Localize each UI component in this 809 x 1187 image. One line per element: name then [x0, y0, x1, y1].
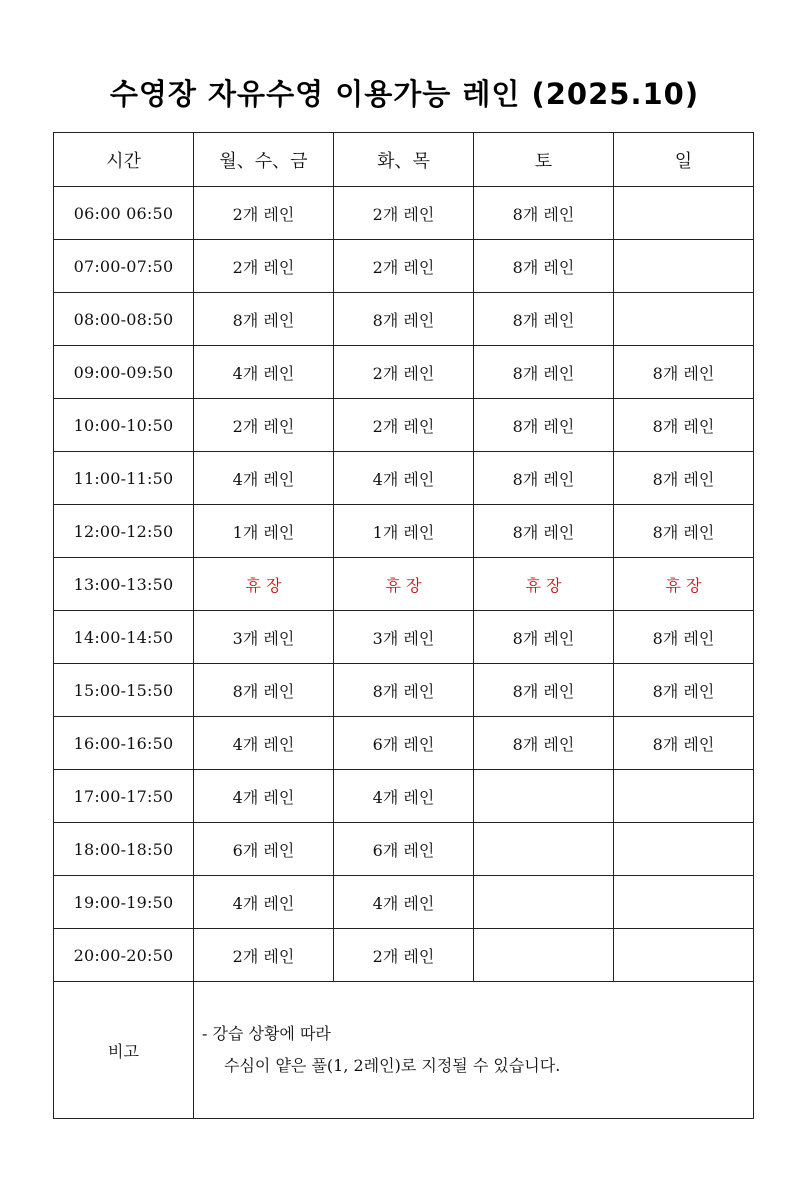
lane-cell-mon-wed-fri: 2개 레인	[194, 929, 334, 982]
table-row	[54, 717, 754, 770]
lane-cell-sat: 8개 레인	[474, 664, 614, 717]
time-cell: 18:00-18:50	[54, 823, 194, 876]
lane-cell-tue-thu: 6개 레인	[334, 717, 474, 770]
lane-cell-sun: 8개 레인	[614, 452, 754, 505]
lane-cell-mon-wed-fri: 4개 레인	[194, 876, 334, 929]
lane-cell-tue-thu: 1개 레인	[334, 505, 474, 558]
lane-schedule-table	[53, 132, 754, 1119]
lane-cell-mon-wed-fri: 4개 레인	[194, 770, 334, 823]
lane-cell-tue-thu: 4개 레인	[334, 770, 474, 823]
lane-cell-sun	[614, 823, 754, 876]
lane-cell-mon-wed-fri: 4개 레인	[194, 717, 334, 770]
lane-cell-sun: 8개 레인	[614, 611, 754, 664]
header-tue-thu: 화、목	[334, 133, 474, 187]
table-row	[54, 664, 754, 717]
lane-cell-tue-thu: 3개 레인	[334, 611, 474, 664]
table-body	[54, 187, 754, 982]
time-cell: 14:00-14:50	[54, 611, 194, 664]
time-cell: 17:00-17:50	[54, 770, 194, 823]
lane-cell-sun: 휴 장	[614, 558, 754, 611]
lane-cell-sat: 8개 레인	[474, 399, 614, 452]
lane-cell-tue-thu: 4개 레인	[334, 452, 474, 505]
lane-cell-sat: 8개 레인	[474, 611, 614, 664]
table-row	[54, 611, 754, 664]
table-row	[54, 399, 754, 452]
lane-cell-mon-wed-fri: 1개 레인	[194, 505, 334, 558]
lane-cell-sun	[614, 240, 754, 293]
lane-cell-mon-wed-fri: 4개 레인	[194, 452, 334, 505]
lane-cell-sun: 8개 레인	[614, 505, 754, 558]
lane-cell-sat: 8개 레인	[474, 452, 614, 505]
header-time: 시간	[54, 133, 194, 187]
lane-cell-mon-wed-fri: 3개 레인	[194, 611, 334, 664]
lane-cell-sat: 휴 장	[474, 558, 614, 611]
lane-cell-sat: 8개 레인	[474, 717, 614, 770]
time-cell: 11:00-11:50	[54, 452, 194, 505]
lane-cell-mon-wed-fri: 2개 레인	[194, 187, 334, 240]
table-row	[54, 876, 754, 929]
time-cell: 07:00-07:50	[54, 240, 194, 293]
lane-cell-sun	[614, 929, 754, 982]
lane-cell-sat: 8개 레인	[474, 505, 614, 558]
lane-cell-tue-thu: 2개 레인	[334, 399, 474, 452]
lane-cell-sun: 8개 레인	[614, 346, 754, 399]
lane-cell-tue-thu: 4개 레인	[334, 876, 474, 929]
time-cell: 09:00-09:50	[54, 346, 194, 399]
table-header-row	[54, 133, 754, 187]
lane-cell-sun	[614, 187, 754, 240]
note-line-1: - 강습 상황에 따라	[202, 1024, 331, 1043]
lane-cell-sun: 8개 레인	[614, 664, 754, 717]
time-cell: 15:00-15:50	[54, 664, 194, 717]
lane-cell-tue-thu: 2개 레인	[334, 187, 474, 240]
lane-cell-sun: 8개 레인	[614, 717, 754, 770]
time-cell: 06:00 06:50	[54, 187, 194, 240]
lane-cell-tue-thu: 2개 레인	[334, 346, 474, 399]
lane-cell-sat	[474, 770, 614, 823]
lane-cell-mon-wed-fri: 2개 레인	[194, 399, 334, 452]
page-title: 수영장 자유수영 이용가능 레인 (2025.10)	[109, 77, 700, 111]
lane-cell-sat: 8개 레인	[474, 240, 614, 293]
time-cell: 16:00-16:50	[54, 717, 194, 770]
time-cell: 08:00-08:50	[54, 293, 194, 346]
lane-cell-mon-wed-fri: 8개 레인	[194, 293, 334, 346]
table-row	[54, 452, 754, 505]
lane-cell-mon-wed-fri: 6개 레인	[194, 823, 334, 876]
table-row	[54, 293, 754, 346]
time-cell: 12:00-12:50	[54, 505, 194, 558]
time-cell: 10:00-10:50	[54, 399, 194, 452]
table-row	[54, 187, 754, 240]
notes-label: 비고	[54, 982, 194, 1119]
header-sat: 토	[474, 133, 614, 187]
table-row	[54, 558, 754, 611]
table-row	[54, 929, 754, 982]
lane-cell-tue-thu: 6개 레인	[334, 823, 474, 876]
lane-cell-tue-thu: 2개 레인	[334, 240, 474, 293]
lane-cell-sun: 8개 레인	[614, 399, 754, 452]
table-row	[54, 505, 754, 558]
lane-cell-sat	[474, 929, 614, 982]
note-line-2: 수심이 얕은 풀(1, 2레인)로 지정될 수 있습니다.	[224, 1056, 561, 1075]
time-cell: 20:00-20:50	[54, 929, 194, 982]
lane-cell-mon-wed-fri: 4개 레인	[194, 346, 334, 399]
header-mon-wed-fri: 월、수、금	[194, 133, 334, 187]
lane-cell-sat: 8개 레인	[474, 346, 614, 399]
lane-cell-sun	[614, 876, 754, 929]
lane-cell-sat	[474, 876, 614, 929]
time-cell: 19:00-19:50	[54, 876, 194, 929]
time-cell: 13:00-13:50	[54, 558, 194, 611]
notes-content	[194, 982, 754, 1119]
table-row	[54, 240, 754, 293]
lane-cell-tue-thu: 휴 장	[334, 558, 474, 611]
header-sun: 일	[614, 133, 754, 187]
notes-row	[54, 982, 754, 1119]
lane-cell-sun	[614, 293, 754, 346]
table-row	[54, 770, 754, 823]
lane-cell-mon-wed-fri: 2개 레인	[194, 240, 334, 293]
lane-cell-tue-thu: 8개 레인	[334, 664, 474, 717]
table-row	[54, 823, 754, 876]
lane-cell-tue-thu: 2개 레인	[334, 929, 474, 982]
lane-cell-tue-thu: 8개 레인	[334, 293, 474, 346]
table-row	[54, 346, 754, 399]
lane-cell-sun	[614, 770, 754, 823]
lane-cell-mon-wed-fri: 휴 장	[194, 558, 334, 611]
lane-cell-sat	[474, 823, 614, 876]
lane-cell-sat: 8개 레인	[474, 187, 614, 240]
lane-cell-mon-wed-fri: 8개 레인	[194, 664, 334, 717]
lane-cell-sat: 8개 레인	[474, 293, 614, 346]
